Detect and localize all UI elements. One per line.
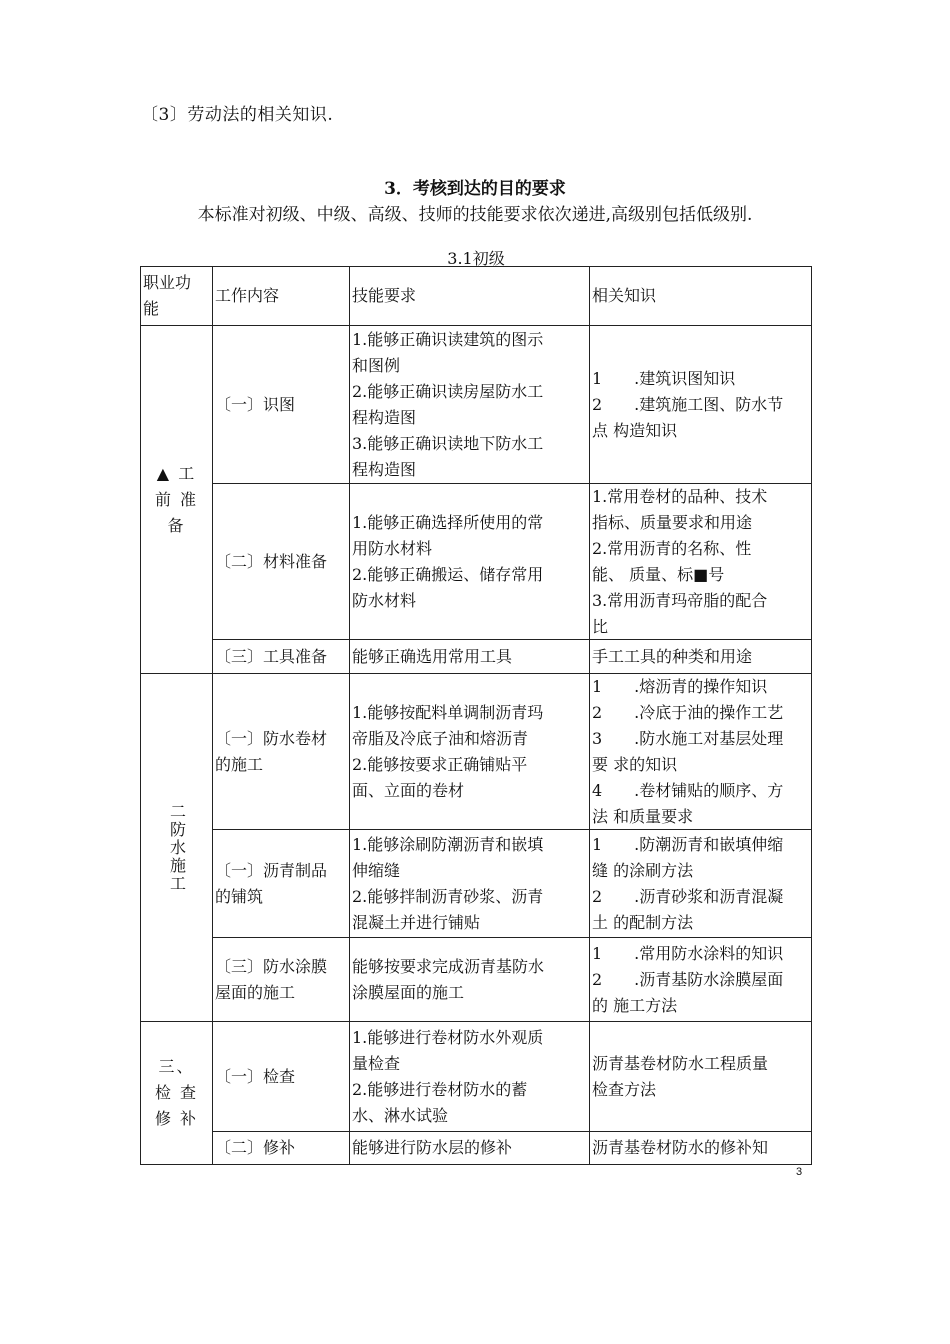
- header-knowledge: [589, 266, 812, 326]
- content-line: 〔三〕防水涂膜: [215, 956, 328, 976]
- skill-line: 1.能够按配料单调制沥青玛: [352, 702, 544, 722]
- skill-line: 2.能够正确识读房屋防水工: [352, 381, 544, 401]
- skill-line: 涂膜屋面的施工: [352, 982, 465, 1002]
- content-cell: [212, 325, 350, 484]
- skill-line: 混凝土并进行铺贴: [352, 912, 481, 932]
- header-func-line: 职业功: [143, 273, 192, 292]
- func-line: 检 查: [154, 1083, 199, 1102]
- knowledge-line: 2 .沥青砂浆和沥青混凝: [592, 886, 784, 906]
- skill-line: 程构造图: [352, 459, 417, 479]
- skill-cell: [349, 1131, 590, 1165]
- skill-line: 能够进行防水层的修补: [352, 1138, 513, 1157]
- knowledge-cell: [589, 673, 812, 830]
- skill-line: 2.能够拌制沥青砂浆、沥青: [352, 886, 544, 906]
- knowledge-cell: [589, 829, 812, 938]
- knowledge-line: 能、 质量、标■号: [592, 564, 725, 584]
- knowledge-cell: [589, 483, 812, 640]
- intro-text: 〔3〕劳动法的相关知识.: [141, 105, 334, 125]
- knowledge-cell: [589, 937, 812, 1022]
- func-cell-inspection: [140, 1021, 213, 1165]
- skill-line: 能够正确选用常用工具: [352, 646, 513, 666]
- skill-line: 1.能够正确选择所使用的常: [352, 512, 544, 532]
- skill-cell: [349, 1021, 590, 1132]
- knowledge-line: 的 施工方法: [592, 995, 678, 1015]
- content-cell: [212, 483, 350, 640]
- knowledge-cell: [589, 639, 812, 674]
- knowledge-line: 1 .防潮沥青和嵌填伸缩: [592, 834, 784, 854]
- func-line: 前 准: [154, 489, 199, 509]
- skill-line: 帝脂及冷底子油和熔沥青: [352, 728, 529, 748]
- knowledge-line: 检查方法: [592, 1079, 657, 1099]
- content-cell: [212, 1021, 350, 1132]
- header-skill-label: 技能要求: [352, 286, 417, 305]
- header-func-line: 能: [143, 299, 160, 318]
- knowledge-line: 4 .卷材铺贴的顺序、方: [592, 780, 784, 800]
- knowledge-line: 3 .防水施工对基层处理: [592, 728, 784, 748]
- knowledge-line: 指标、质量要求和用途: [592, 512, 753, 532]
- content-line: 〔二〕修补: [215, 1138, 296, 1157]
- func-line: 三、: [158, 1057, 195, 1076]
- knowledge-line: 3.常用沥青玛帝脂的配合: [592, 590, 768, 610]
- knowledge-line: 法 和质量要求: [592, 806, 694, 826]
- skill-line: 1.能够涂刷防潮沥青和嵌填: [352, 834, 544, 854]
- func-line: 二防水施工: [167, 802, 187, 893]
- knowledge-line: 沥青基卷材防水的修补知: [592, 1138, 769, 1157]
- skill-line: 能够按要求完成沥青基防水: [352, 956, 545, 976]
- func-line: 备: [167, 515, 186, 535]
- knowledge-line: 比: [592, 616, 609, 636]
- knowledge-line: 2 .沥青基防水涂膜屋面: [592, 969, 784, 989]
- knowledge-cell: [589, 325, 812, 484]
- table-caption: 3.1初级: [447, 249, 505, 268]
- skill-line: 程构造图: [352, 407, 417, 427]
- page-number: 3: [796, 1166, 803, 1178]
- content-cell: [212, 673, 350, 830]
- knowledge-line: 1 .建筑识图知识: [592, 368, 736, 388]
- skill-line: 水、淋水试验: [352, 1105, 449, 1125]
- skill-cell: [349, 829, 590, 938]
- skill-line: 1.能够进行卷材防水外观质: [352, 1027, 544, 1047]
- content-line: 屋面的施工: [215, 982, 296, 1002]
- skills-table: [140, 266, 812, 1165]
- knowledge-line: 1 .熔沥青的操作知识: [592, 676, 768, 696]
- skill-cell: [349, 673, 590, 830]
- content-cell: [212, 639, 350, 674]
- skill-cell: [349, 483, 590, 640]
- section-description: 本标准对初级、中级、高级、技师的技能要求依次递进,高级别包括低级别.: [197, 205, 753, 225]
- knowledge-cell: [589, 1131, 812, 1165]
- header-content: [212, 266, 350, 326]
- content-line: 〔一〕防水卷材: [215, 728, 328, 748]
- knowledge-line: 1 .常用防水涂料的知识: [592, 943, 784, 963]
- func-cell-construction: [140, 673, 213, 1022]
- content-line: 〔一〕沥青制品: [215, 860, 328, 880]
- knowledge-line: 2 .建筑施工图、防水节: [592, 394, 784, 414]
- skill-line: 2.能够进行卷材防水的蓄: [352, 1079, 528, 1099]
- knowledge-cell: [589, 1021, 812, 1132]
- content-cell: [212, 1131, 350, 1165]
- content-line: 〔二〕材料准备: [215, 551, 328, 571]
- header-content-label: 工作内容: [215, 286, 280, 305]
- knowledge-line: 手工工具的种类和用途: [592, 646, 753, 666]
- skill-line: 3.能够正确识读地下防水工: [352, 433, 544, 453]
- skill-line: 伸缩缝: [352, 860, 401, 880]
- content-line: 〔三〕工具准备: [215, 646, 328, 666]
- knowledge-line: 沥青基卷材防水工程质量: [592, 1053, 769, 1073]
- content-line: 〔一〕识图: [215, 394, 296, 414]
- skill-cell: [349, 639, 590, 674]
- section-title: 3．考核到达的目的要求: [384, 179, 566, 199]
- knowledge-line: 2.常用沥青的名称、性: [592, 538, 752, 558]
- header-skill: [349, 266, 590, 326]
- knowledge-line: 要 求的知识: [592, 754, 678, 774]
- knowledge-line: 缝 的涂刷方法: [592, 860, 694, 880]
- func-line: ▲ 工: [156, 463, 197, 483]
- func-line: 修 补: [154, 1109, 199, 1128]
- skill-line: 量检查: [352, 1053, 401, 1073]
- skill-line: 2.能够正确搬运、储存常用: [352, 564, 544, 584]
- skill-line: 面、立面的卷材: [352, 780, 465, 800]
- skill-line: 和图例: [352, 355, 401, 375]
- skill-cell: [349, 325, 590, 484]
- knowledge-line: 1.常用卷材的品种、技术: [592, 486, 768, 506]
- skill-line: 2.能够按要求正确铺贴平: [352, 754, 528, 774]
- skill-line: 防水材料: [352, 590, 417, 610]
- func-cell-prep: [140, 325, 213, 674]
- content-cell: [212, 829, 350, 938]
- content-line: 〔一〕检查: [215, 1066, 296, 1086]
- skill-line: 1.能够正确识读建筑的图示: [352, 329, 544, 349]
- skill-cell: [349, 937, 590, 1022]
- header-knowledge-label: 相关知识: [592, 286, 657, 305]
- knowledge-line: 点 构造知识: [592, 420, 678, 440]
- knowledge-line: 2 .冷底于油的操作工艺: [592, 702, 784, 722]
- content-cell: [212, 937, 350, 1022]
- knowledge-line: 土 的配制方法: [592, 912, 694, 932]
- header-func: [140, 266, 213, 326]
- content-line: 的铺筑: [215, 886, 264, 906]
- content-line: 的施工: [215, 754, 264, 774]
- skill-line: 用防水材料: [352, 538, 433, 558]
